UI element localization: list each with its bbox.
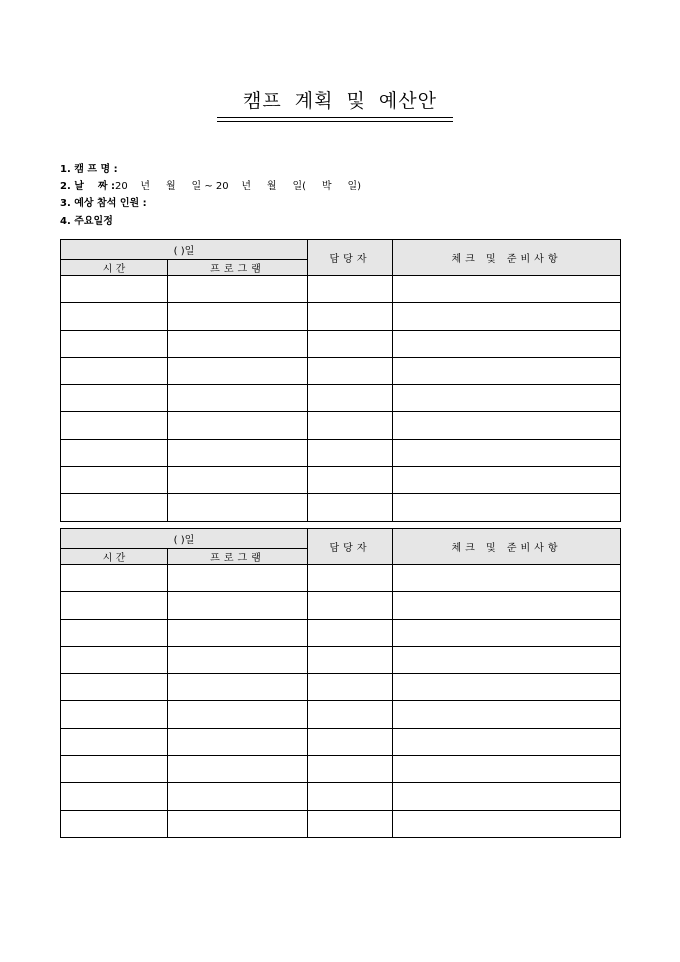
time-cell[interactable] — [61, 565, 168, 592]
checklist-cell[interactable] — [393, 330, 621, 357]
table-row — [61, 810, 621, 837]
manager-cell[interactable] — [308, 276, 393, 303]
manager-cell[interactable] — [308, 756, 393, 783]
time-cell[interactable] — [61, 646, 168, 673]
table-row — [61, 619, 621, 646]
table-row — [61, 728, 621, 755]
manager-cell[interactable] — [308, 412, 393, 439]
checklist-cell[interactable] — [393, 385, 621, 412]
program-cell[interactable] — [168, 467, 308, 494]
table-row — [61, 783, 621, 810]
table-row — [61, 565, 621, 592]
table-row — [61, 385, 621, 412]
time-cell[interactable] — [61, 357, 168, 384]
checklist-cell[interactable] — [393, 756, 621, 783]
time-cell[interactable] — [61, 674, 168, 701]
program-cell[interactable] — [168, 646, 308, 673]
time-cell[interactable] — [61, 276, 168, 303]
checklist-cell[interactable] — [393, 619, 621, 646]
table-row — [61, 646, 621, 673]
program-cell[interactable] — [168, 565, 308, 592]
page-title: 캠프 계획 및 예산안 — [243, 90, 437, 112]
table-row — [61, 276, 621, 303]
day-header: ( )일 — [61, 240, 308, 260]
table-row — [61, 439, 621, 466]
manager-cell[interactable] — [308, 810, 393, 837]
time-cell[interactable] — [61, 592, 168, 619]
time-cell[interactable] — [61, 701, 168, 728]
manager-cell[interactable] — [308, 385, 393, 412]
time-cell[interactable] — [61, 810, 168, 837]
program-cell[interactable] — [168, 276, 308, 303]
checklist-cell[interactable] — [393, 701, 621, 728]
program-cell[interactable] — [168, 674, 308, 701]
checklist-cell[interactable] — [393, 439, 621, 466]
date-label: 2. 날 짜 : — [60, 181, 115, 192]
time-cell[interactable] — [61, 494, 168, 521]
program-cell[interactable] — [168, 756, 308, 783]
table-row — [61, 701, 621, 728]
program-cell[interactable] — [168, 783, 308, 810]
checklist-cell[interactable] — [393, 276, 621, 303]
schedule-table-2 — [60, 528, 621, 838]
program-header: 프로그램 — [168, 260, 308, 276]
program-cell[interactable] — [168, 701, 308, 728]
manager-cell[interactable] — [308, 619, 393, 646]
manager-cell[interactable] — [308, 439, 393, 466]
title-underline-bottom — [217, 121, 453, 122]
time-cell[interactable] — [61, 303, 168, 330]
time-cell[interactable] — [61, 619, 168, 646]
date-value: 20 년 월 일 ~ 20 년 월 일( 박 일) — [114, 181, 362, 192]
title-underline-top — [217, 117, 453, 118]
time-cell[interactable] — [61, 330, 168, 357]
manager-cell[interactable] — [308, 565, 393, 592]
time-header: 시 간 — [61, 260, 168, 276]
manager-cell[interactable] — [308, 701, 393, 728]
program-cell[interactable] — [168, 412, 308, 439]
table-row — [61, 357, 621, 384]
checklist-cell[interactable] — [393, 303, 621, 330]
manager-cell[interactable] — [308, 646, 393, 673]
checklist-cell[interactable] — [393, 565, 621, 592]
table-row — [61, 412, 621, 439]
program-cell[interactable] — [168, 728, 308, 755]
program-cell[interactable] — [168, 330, 308, 357]
checklist-cell[interactable] — [393, 728, 621, 755]
table-row — [61, 592, 621, 619]
manager-cell[interactable] — [308, 783, 393, 810]
camp-name-label: 1. 캠 프 명 : — [60, 164, 118, 175]
table-row — [61, 674, 621, 701]
manager-cell[interactable] — [308, 357, 393, 384]
time-cell[interactable] — [61, 783, 168, 810]
checklist-cell[interactable] — [393, 357, 621, 384]
table-row — [61, 494, 621, 521]
time-cell[interactable] — [61, 756, 168, 783]
checklist-cell[interactable] — [393, 674, 621, 701]
program-cell[interactable] — [168, 592, 308, 619]
table-row — [61, 330, 621, 357]
checklist-cell[interactable] — [393, 494, 621, 521]
checklist-cell[interactable] — [393, 592, 621, 619]
manager-header: 담당자 — [308, 529, 393, 565]
time-cell[interactable] — [61, 728, 168, 755]
program-cell[interactable] — [168, 385, 308, 412]
manager-cell[interactable] — [308, 592, 393, 619]
program-header: 프로그램 — [168, 549, 308, 565]
manager-cell[interactable] — [308, 674, 393, 701]
checklist-header: 체크 및 준비사항 — [393, 529, 621, 565]
time-header: 시 간 — [61, 549, 168, 565]
day-header: ( )일 — [61, 529, 308, 549]
manager-header: 담당자 — [308, 240, 393, 276]
schedule-label: 4. 주요일정 — [60, 216, 113, 227]
checklist-header: 체크 및 준비사항 — [393, 240, 621, 276]
table-row — [61, 467, 621, 494]
program-cell[interactable] — [168, 494, 308, 521]
schedule-table-1 — [60, 239, 621, 522]
checklist-cell[interactable] — [393, 646, 621, 673]
checklist-cell[interactable] — [393, 412, 621, 439]
time-cell[interactable] — [61, 467, 168, 494]
program-cell[interactable] — [168, 810, 308, 837]
manager-cell[interactable] — [308, 467, 393, 494]
table-row — [61, 756, 621, 783]
program-cell[interactable] — [168, 439, 308, 466]
checklist-cell[interactable] — [393, 467, 621, 494]
attendees-label: 3. 예상 참석 인원 : — [60, 198, 147, 209]
checklist-cell[interactable] — [393, 783, 621, 810]
checklist-cell[interactable] — [393, 810, 621, 837]
time-cell[interactable] — [61, 439, 168, 466]
time-cell[interactable] — [61, 412, 168, 439]
program-cell[interactable] — [168, 619, 308, 646]
date-line — [60, 181, 361, 193]
time-cell[interactable] — [61, 385, 168, 412]
program-cell[interactable] — [168, 303, 308, 330]
manager-cell[interactable] — [308, 303, 393, 330]
manager-cell[interactable] — [308, 494, 393, 521]
manager-cell[interactable] — [308, 728, 393, 755]
table-row — [61, 303, 621, 330]
program-cell[interactable] — [168, 357, 308, 384]
manager-cell[interactable] — [308, 330, 393, 357]
